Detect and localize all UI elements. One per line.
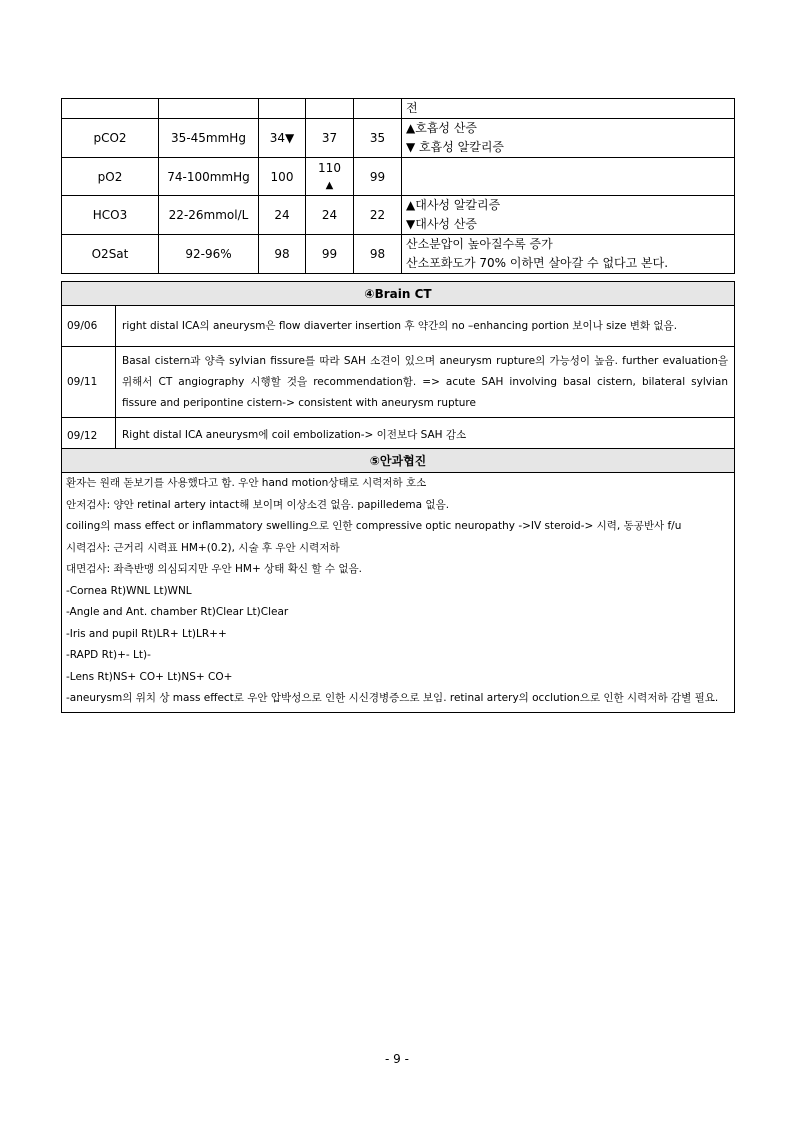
brain-ct-table <box>61 281 735 454</box>
ct-row <box>62 347 735 418</box>
interp-line: ▼ 호흡성 알칼리증 <box>406 140 505 154</box>
abg-value-1: 24 <box>259 196 306 235</box>
ct-finding: Right distal ICA aneurysm에 coil embolization-> 이전보다 SAH 감소 <box>116 418 735 454</box>
abg-interpretation <box>402 158 735 196</box>
note-line: -Iris and pupil Rt)LR+ Lt)LR++ <box>66 627 227 640</box>
ophthalmology-table <box>61 448 735 713</box>
abg-table <box>61 98 735 274</box>
abg-value-2: 24 <box>306 196 354 235</box>
abg-range: 35-45mmHg <box>159 119 259 158</box>
abg-param: pO2 <box>62 158 159 196</box>
abg-interpretation <box>402 235 735 274</box>
ct-finding: right distal ICA의 aneurysm은 flow diaverter insertion 후 약간의 no –enhancing portion 보이나 size 변화 없음. <box>116 306 735 347</box>
note-line: -aneurysm의 위치 상 mass effect로 우안 압박성으로 인한 시신경병증으로 보임. retinal artery의 occlution으로 인한 시력저하 감별 필요. <box>66 692 719 704</box>
abg-value-2: 37 <box>306 119 354 158</box>
abg-value-1: 34▼ <box>259 119 306 158</box>
abg-range: 92-96% <box>159 235 259 274</box>
abg-value-1: 100 <box>259 158 306 196</box>
ct-date: 09/11 <box>62 347 116 418</box>
abg-interpretation <box>402 196 735 235</box>
abg-value-3: 35 <box>354 119 402 158</box>
abg-range: 22-26mmol/L <box>159 196 259 235</box>
note-line: 환자는 원래 돋보기를 사용했다고 함. 우안 hand motion상태로 시력저하 호소 <box>66 477 427 489</box>
ct-date: 09/06 <box>62 306 116 347</box>
ct-date: 09/12 <box>62 418 116 454</box>
section-header-row <box>62 449 735 473</box>
abg-param: pCO2 <box>62 119 159 158</box>
ophthalmology-body-row <box>62 473 735 713</box>
abg-value-1: 98 <box>259 235 306 274</box>
interp-line: ▲호흡성 산증 <box>406 121 478 135</box>
note-line: 안저검사: 양안 retinal artery intact해 보이며 이상소견 없음. papilledema 없음. <box>66 498 450 511</box>
ct-row <box>62 306 735 347</box>
abg-value-2: 99 <box>306 235 354 274</box>
abg-interpretation <box>402 119 735 158</box>
ophthalmology-title: ⑤안과협진 <box>62 449 735 473</box>
note-line: 대면검사: 좌측반맹 의심되지만 우안 HM+ 상태 확신 할 수 없음. <box>66 563 362 575</box>
note-line: 시력검사: 근거리 시력표 HM+(0.2), 시술 후 우안 시력저하 <box>66 541 340 554</box>
note-line: coiling의 mass effect or inflammatory swelling으로 인한 compressive optic neuropathy ->IV steroid-> 시력, 동공반사 f/u <box>66 520 682 532</box>
brain-ct-title: ④Brain CT <box>62 282 735 306</box>
up-triangle-icon: ▲ <box>325 179 334 191</box>
interp-line: ▼대사성 산증 <box>406 217 478 231</box>
ophthalmology-body <box>62 473 735 713</box>
abg-param: O2Sat <box>62 235 159 274</box>
abg-value-3: 98 <box>354 235 402 274</box>
section-header-row <box>62 282 735 306</box>
abg-row-pco2 <box>62 119 735 158</box>
abg-range: 74-100mmHg <box>159 158 259 196</box>
abg-row-hco3 <box>62 196 735 235</box>
interp-line: 산소분압이 높아질수록 증가 <box>406 237 553 251</box>
abg-value-2-number: 110 <box>318 160 341 175</box>
note-line: -Lens Rt)NS+ CO+ Lt)NS+ CO+ <box>66 670 233 683</box>
abg-param: HCO3 <box>62 196 159 235</box>
abg-row-po2 <box>62 158 735 196</box>
abg-value-3: 99 <box>354 158 402 196</box>
note-line: -Cornea Rt)WNL Lt)WNL <box>66 584 192 597</box>
abg-row-o2sat <box>62 235 735 274</box>
ct-finding: Basal cistern과 양측 sylvian fissure를 따라 SAH 소견이 있으며 aneurysm rupture의 가능성이 높음. further evaluation을 위해서 CT angiography 시행할 것을 recommendation함. => acute SAH involving basal cistern, bilateral sylvian fissure and peripontine cistern-> consistent with aneurysm rupture <box>116 347 735 418</box>
page-number: - 9 - <box>385 1052 409 1066</box>
abg-value-2 <box>306 158 354 196</box>
note-line: -Angle and Ant. chamber Rt)Clear Lt)Clear <box>66 606 289 618</box>
abg-top-row <box>62 99 735 119</box>
abg-top-interp: 전 <box>402 99 735 119</box>
interp-line: 산소포화도가 70% 이하면 살아갈 수 없다고 본다. <box>406 256 669 270</box>
interp-line: ▲대사성 알칼리증 <box>406 198 501 212</box>
note-line: -RAPD Rt)+- Lt)- <box>66 649 151 661</box>
abg-value-3: 22 <box>354 196 402 235</box>
